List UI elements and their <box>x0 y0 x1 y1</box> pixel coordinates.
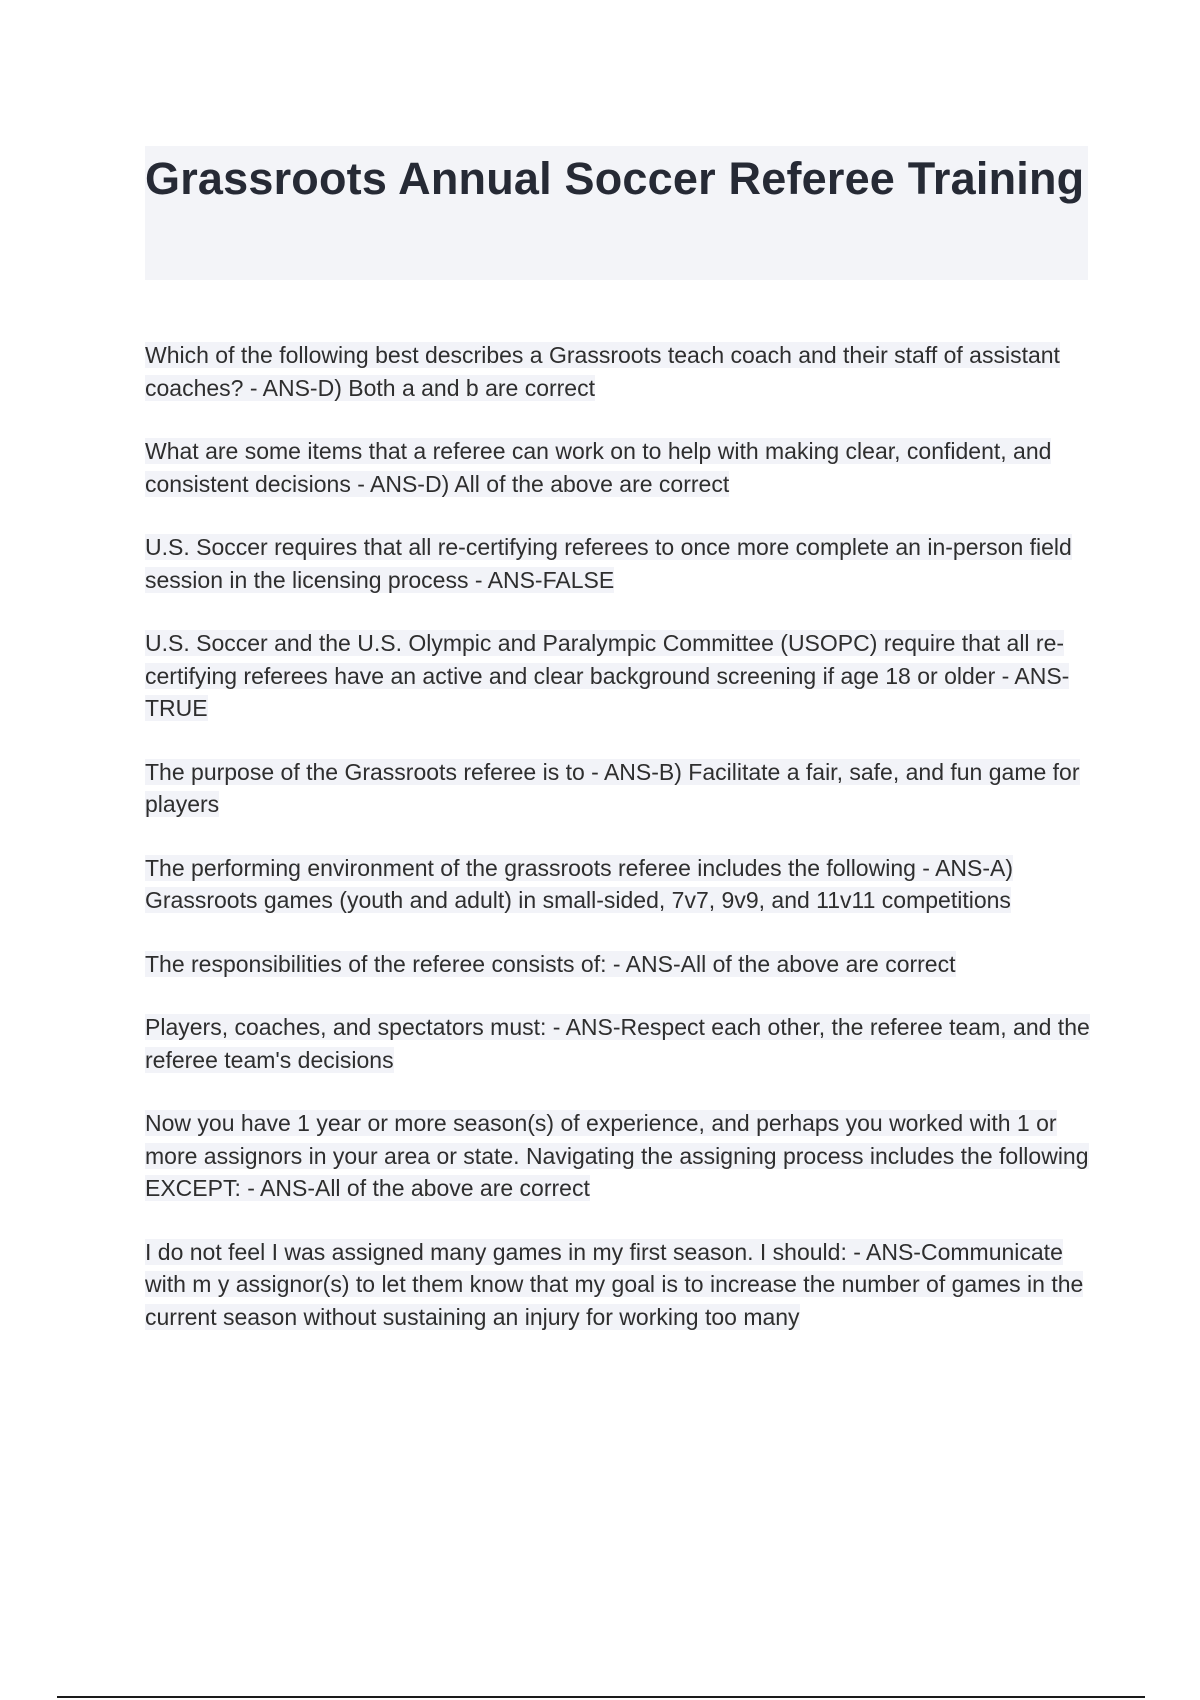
qa-item <box>145 627 1090 725</box>
qa-item <box>145 852 1090 917</box>
qa-item-text: The purpose of the Grassroots referee is to - ANS-B) Facilitate a fair, safe, and fun game for players <box>145 758 1080 817</box>
qa-item <box>145 1236 1090 1334</box>
qa-item-text: The performing environment of the grassroots referee includes the following - ANS-A) Grassroots games (youth and adult) in small-sided, 7v7, 9v9, and 11v11 competitions <box>145 854 1014 913</box>
qa-item <box>145 339 1090 404</box>
qa-item <box>145 756 1090 821</box>
qa-item-text: Now you have 1 year or more season(s) of experience, and perhaps you worked with 1 or more assignors in your area or state. Navigating the assigning process includes the following EXCEPT: - ANS-All of the above are correct <box>145 1110 1089 1201</box>
qa-item-text: Players, coaches, and spectators must: - ANS-Respect each other, the referee team, and the referee team's decisions <box>145 1014 1090 1073</box>
qa-list <box>145 339 1090 1364</box>
qa-item-text: The responsibilities of the referee consists of: - ANS-All of the above are correct <box>145 950 956 977</box>
qa-item <box>145 948 1090 981</box>
qa-item <box>145 435 1090 500</box>
qa-item <box>145 531 1090 596</box>
page-title: Grassroots Annual Soccer Referee Training <box>145 153 1085 204</box>
title-block <box>145 146 1088 280</box>
qa-item <box>145 1011 1090 1076</box>
qa-item-text: U.S. Soccer and the U.S. Olympic and Paralympic Committee (USOPC) require that all re-certifying referees have an active and clear background screening if age 18 or older - ANS-TRUE <box>145 630 1070 721</box>
qa-item-text: Which of the following best describes a Grassroots teach coach and their staff of assistant coaches? - ANS-D) Both a and b are correct <box>145 342 1060 401</box>
qa-item-text: U.S. Soccer requires that all re-certifying referees to once more complete an in-person field session in the licensing process - ANS-FALSE <box>145 534 1072 593</box>
footer-divider <box>57 1696 1145 1698</box>
qa-item <box>145 1107 1090 1205</box>
qa-item-text: I do not feel I was assigned many games in my first season. I should: - ANS-Communicate with m y assignor(s) to let them know that my goal is to increase the number of games in the current season without sustaining an injury for working too many <box>145 1238 1084 1330</box>
qa-item-text: What are some items that a referee can work on to help with making clear, confident, and consistent decisions - ANS-D) All of the above are correct <box>145 438 1052 497</box>
